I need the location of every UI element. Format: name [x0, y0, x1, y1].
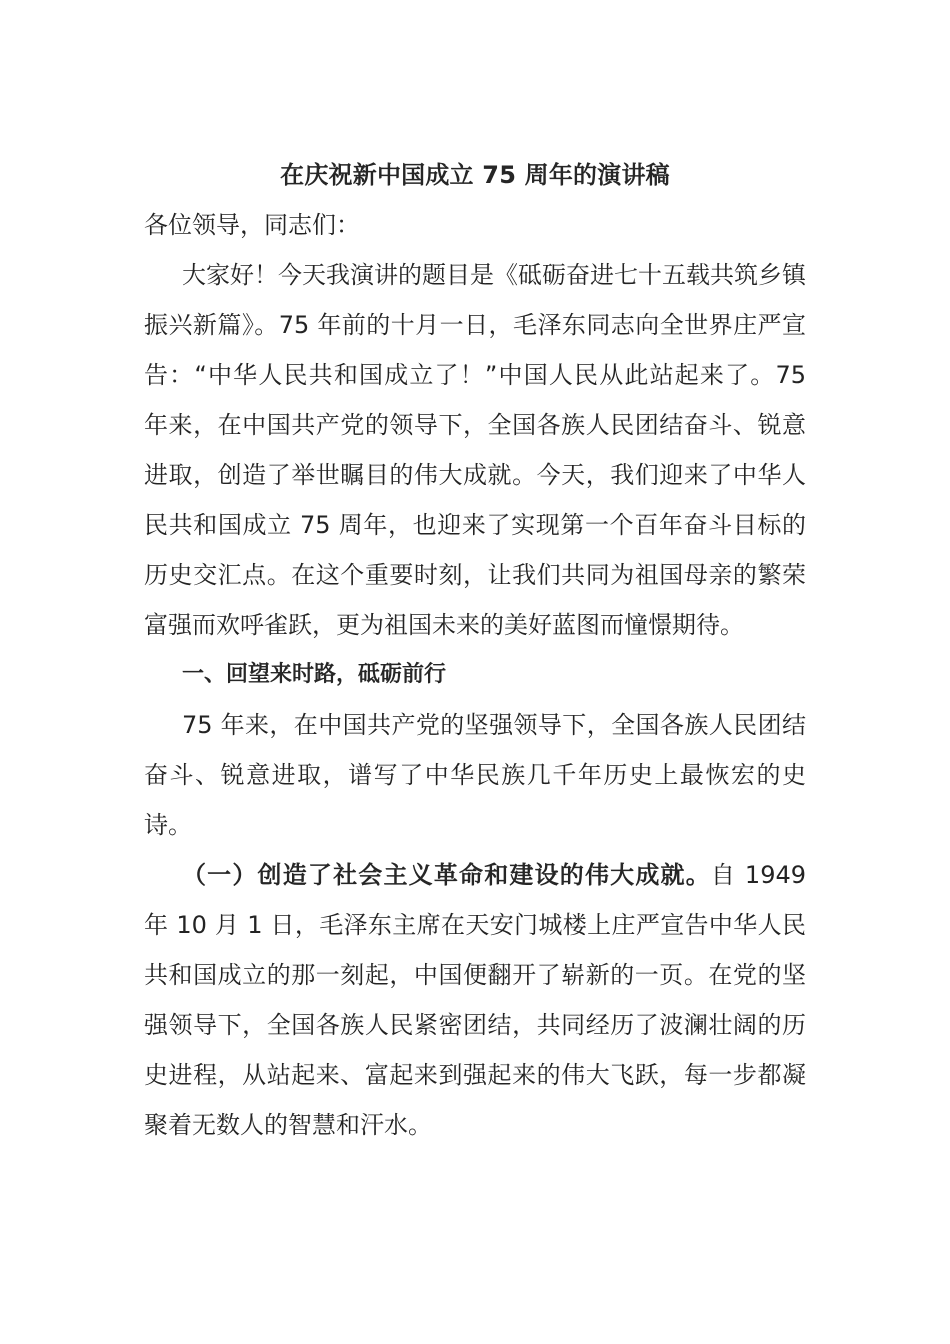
subsection-1-lead: （一）创造了社会主义革命和建设的伟大成就。 [182, 861, 711, 889]
document-title: 在庆祝新中国成立 75 周年的演讲稿 [280, 161, 670, 189]
subsection-1-body: 自 1949 年 10 月 1 日，毛泽东主席在天安门城楼上庄严宣告中华人民共和国成立的那一刻起，中国便翻开了崭新的一页。在党的坚强领导下，全国各族人民紧密团结，共同经历了波澜壮阔的历史进程，从站起来、富起来到强起来的伟大飞跃，每一步都凝聚着无数人的智慧和汗水。 [144, 861, 807, 1139]
document-body [144, 152, 806, 1150]
section-1-heading: 一、回望来时路，砥砺前行 [182, 662, 447, 687]
section-1-paragraph: 75 年来，在中国共产党的坚强领导下，全国各族人民团结奋斗、锐意进取，谱写了中华民族几千年历史上最恢宏的史诗。 [144, 711, 806, 839]
salutation: 各位领导，同志们： [144, 211, 360, 239]
intro-paragraph: 大家好！今天我演讲的题目是《砥砺奋进七十五载共筑乡镇振兴新篇》。75 年前的十月一日，毛泽东同志向全世界庄严宣告：“中华人民共和国成立了！”中国人民从此站起来了。75 年来，在中国共产党的领导下，全国各族人民团结奋斗、锐意进取，创造了举世瞩目的伟大成就。今天，我们迎来了中华人民共和国成立 75 周年，也迎来了实现第一个百年奋斗目标的历史交汇点。在这个重要时刻，让我们共同为祖国母亲的繁荣富强而欢呼雀跃，更为祖国未来的美好蓝图而憧憬期待。 [144, 261, 806, 639]
subsection-1-paragraph [144, 850, 806, 1150]
